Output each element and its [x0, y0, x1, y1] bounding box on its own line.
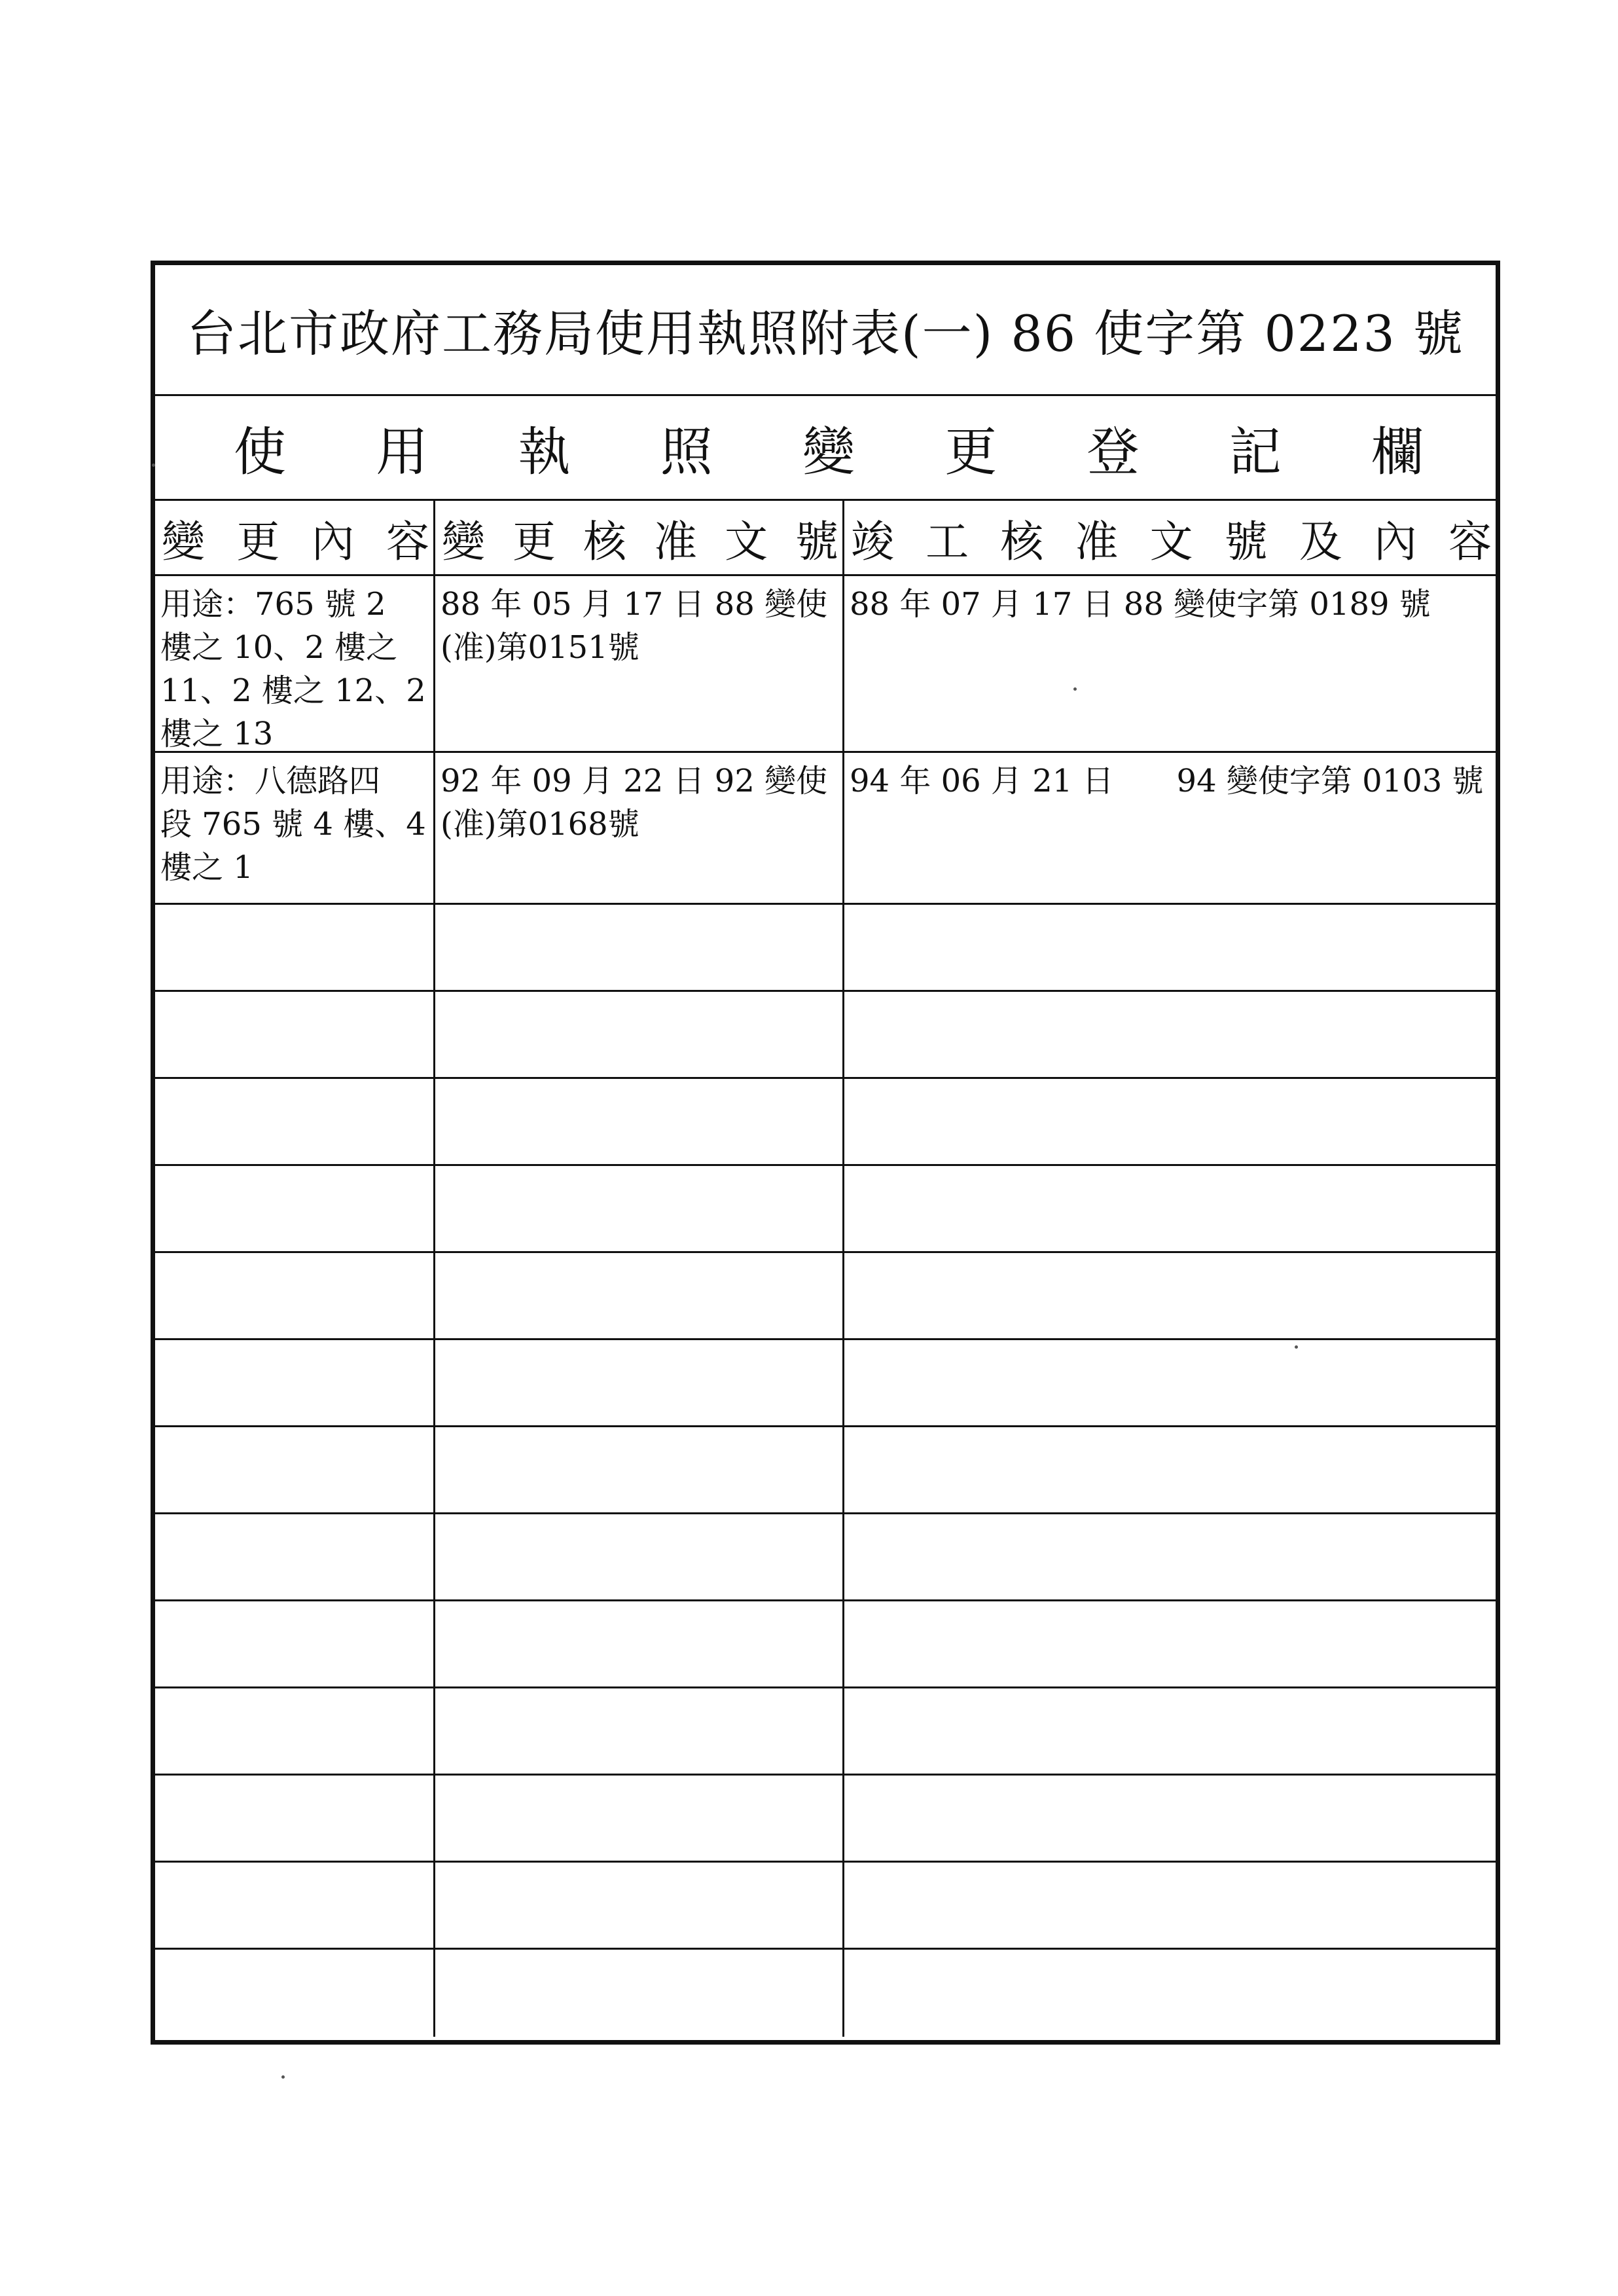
header-char: 工 — [926, 516, 969, 567]
empty-table-row — [155, 1166, 1496, 1253]
section-heading-char: 使 — [234, 422, 286, 483]
cell-change-content — [155, 753, 433, 903]
cell-completion-approval — [842, 1166, 1496, 1251]
section-heading-char: 照 — [660, 422, 713, 483]
header-char: 准 — [1075, 516, 1119, 567]
cell-completion-approval — [842, 1688, 1496, 1774]
header-char: 容 — [386, 516, 429, 567]
cell-completion-approval — [842, 905, 1496, 990]
scan-speck — [281, 2075, 285, 2079]
cell-completion-approval — [842, 1340, 1496, 1425]
empty-table-row — [155, 1427, 1496, 1514]
cell-change-content — [155, 1688, 433, 1774]
change-content-line: 11、2 樓之 12、2 — [160, 672, 426, 709]
cell-change-approval-no — [433, 1688, 842, 1774]
section-heading-char: 登 — [1087, 422, 1140, 483]
empty-table-row — [155, 992, 1496, 1079]
empty-table-row — [155, 1340, 1496, 1427]
cell-change-approval-no — [433, 753, 842, 903]
cell-change-content — [155, 1253, 433, 1338]
approval-number-char: ( — [440, 806, 453, 843]
cell-change-content — [155, 1863, 433, 1948]
cell-change-content — [155, 1427, 433, 1512]
table-header-row — [155, 501, 1496, 576]
header-char: 准 — [654, 516, 697, 567]
cell-change-approval-no — [433, 1166, 842, 1251]
approval-number-char: 0 — [528, 629, 548, 666]
scan-speck — [152, 464, 155, 467]
cell-change-approval-no — [433, 1950, 842, 2037]
cell-change-approval-no — [433, 1427, 842, 1512]
change-approval-number — [440, 626, 838, 669]
change-content-line: 段 765 號 4 樓、4 — [160, 806, 426, 843]
cell-change-content — [155, 1601, 433, 1686]
approval-number-char: 准 — [452, 806, 484, 843]
cell-change-content — [155, 1340, 433, 1425]
cell-completion-approval — [842, 1776, 1496, 1861]
approval-number-char: ) — [484, 629, 497, 666]
empty-table-row — [155, 1079, 1496, 1166]
empty-table-row — [155, 1776, 1496, 1863]
cell-change-approval-no — [433, 576, 842, 751]
cell-change-approval-no — [433, 1776, 842, 1861]
section-heading-char: 欄 — [1371, 422, 1424, 483]
cell-change-approval-no — [433, 1601, 842, 1686]
cell-completion-approval — [842, 576, 1496, 751]
table-row — [155, 753, 1496, 905]
document-title: 台北市政府工務局使用執照附表(一) 86 使字第 0223 號 — [155, 265, 1496, 396]
cell-completion-approval — [842, 1601, 1496, 1686]
cell-change-content — [155, 1166, 433, 1251]
change-approval-date: 92 年 09 月 22 日 92 變使 — [440, 763, 828, 799]
cell-change-approval-no — [433, 1514, 842, 1599]
empty-table-row — [155, 1950, 1496, 2037]
cell-completion-approval — [842, 753, 1496, 903]
header-char: 號 — [1224, 516, 1268, 567]
permit-table-frame — [151, 261, 1500, 2045]
section-heading-char: 更 — [944, 422, 998, 483]
header-char: 變 — [442, 516, 485, 567]
header-char: 核 — [583, 516, 626, 567]
approval-number-char: 1 — [588, 629, 608, 666]
header-char: 內 — [311, 516, 355, 567]
section-heading-char: 記 — [1229, 422, 1282, 483]
cell-change-approval-no — [433, 1079, 842, 1164]
scan-speck — [1073, 687, 1077, 691]
cell-change-content — [155, 1079, 433, 1164]
empty-table-row — [155, 905, 1496, 992]
empty-table-row — [155, 1863, 1496, 1950]
header-change-content — [155, 501, 433, 574]
header-char: 核 — [1000, 516, 1044, 567]
cell-completion-approval — [842, 1950, 1496, 2037]
cell-change-content — [155, 576, 433, 751]
completion-approval-text: 94 年 06 月 21 日 94 變使字第 0103 號 — [850, 763, 1484, 799]
approval-number-char: 第 — [496, 629, 528, 666]
section-heading-char: 執 — [518, 422, 571, 483]
approval-number-char: ( — [440, 629, 453, 666]
section-heading-char: 用 — [376, 422, 429, 483]
approval-number-char: 第 — [496, 806, 528, 843]
change-approval-number — [440, 803, 838, 846]
cell-change-approval-no — [433, 1863, 842, 1948]
approval-number-char: 1 — [548, 629, 568, 666]
header-char: 及 — [1299, 516, 1342, 567]
cell-completion-approval — [842, 1514, 1496, 1599]
header-char: 更 — [236, 516, 280, 567]
header-char: 號 — [795, 516, 838, 567]
table-row — [155, 576, 1496, 753]
cell-change-content — [155, 1950, 433, 2037]
approval-number-char: 號 — [607, 629, 639, 666]
approval-number-char: 0 — [528, 806, 548, 843]
empty-table-row — [155, 1601, 1496, 1688]
cell-change-approval-no — [433, 905, 842, 990]
header-char: 文 — [725, 516, 768, 567]
header-char: 文 — [1149, 516, 1193, 567]
header-completion-approval — [842, 501, 1496, 574]
cell-change-approval-no — [433, 1340, 842, 1425]
header-char: 更 — [512, 516, 556, 567]
completion-approval-text: 88 年 07 月 17 日 88 變使字第 0189 號 — [850, 586, 1431, 623]
approval-number-char: 6 — [567, 806, 588, 843]
empty-table-row — [155, 1514, 1496, 1601]
header-char: 竣 — [851, 516, 894, 567]
cell-change-content — [155, 1776, 433, 1861]
change-content-line: 用途：八德路四 — [160, 763, 381, 799]
cell-change-approval-no — [433, 992, 842, 1077]
cell-completion-approval — [842, 1427, 1496, 1512]
change-content-line: 樓之 13 — [160, 716, 274, 751]
approval-number-char: 8 — [588, 806, 608, 843]
empty-table-row — [155, 1688, 1496, 1776]
cell-change-content — [155, 992, 433, 1077]
cell-change-content — [155, 1514, 433, 1599]
approval-number-char: 准 — [452, 629, 484, 666]
cell-completion-approval — [842, 1079, 1496, 1164]
approval-number-char: 號 — [607, 806, 639, 843]
header-change-approval-no — [433, 501, 842, 574]
approval-number-char: 5 — [567, 629, 588, 666]
empty-table-row — [155, 1253, 1496, 1340]
header-char: 變 — [162, 516, 205, 567]
cell-change-content — [155, 905, 433, 990]
section-heading-char: 變 — [802, 422, 855, 483]
change-approval-date: 88 年 05 月 17 日 88 變使 — [440, 586, 828, 623]
approval-number-char: 1 — [548, 806, 568, 843]
change-register-table — [155, 501, 1496, 2040]
cell-completion-approval — [842, 992, 1496, 1077]
header-char: 內 — [1373, 516, 1417, 567]
change-content-line: 用途：765 號 2 — [160, 586, 386, 623]
header-char: 容 — [1448, 516, 1492, 567]
change-content-line: 樓之 1 — [160, 849, 253, 886]
cell-completion-approval — [842, 1863, 1496, 1948]
cell-change-approval-no — [433, 1253, 842, 1338]
section-heading — [155, 396, 1496, 501]
cell-completion-approval — [842, 1253, 1496, 1338]
approval-number-char: ) — [484, 806, 497, 843]
scan-speck — [1295, 1345, 1298, 1349]
change-content-line: 樓之 10、2 樓之 — [160, 629, 398, 666]
